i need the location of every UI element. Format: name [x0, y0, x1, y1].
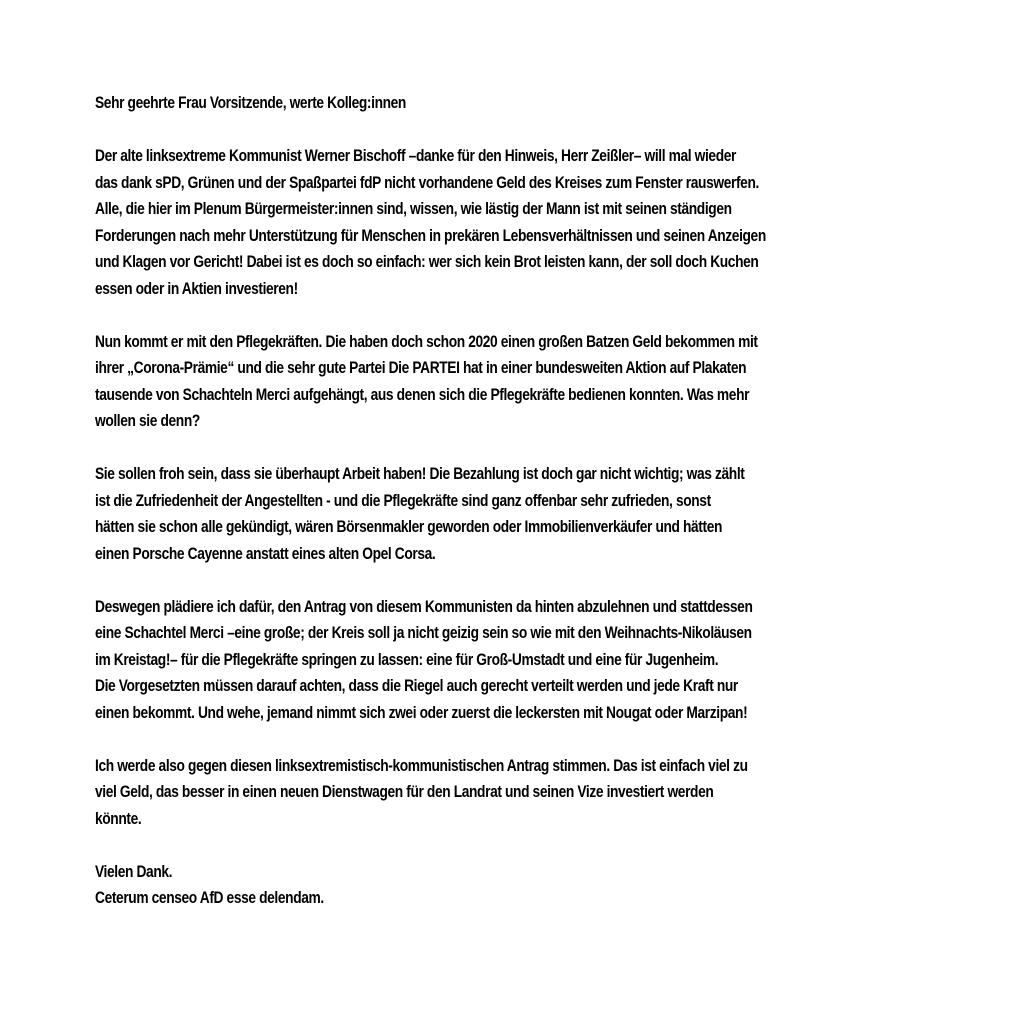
- text-line: wollen sie denn?: [95, 412, 200, 430]
- text-line: Der alte linksextreme Kommunist Werner Bischoff –danke für den Hinweis, Herr Zeißler– will mal wieder: [95, 147, 737, 165]
- paragraph-zufriedenheit: [95, 461, 851, 567]
- closing-paragraph: [95, 859, 851, 912]
- text-line: Die Vorgesetzten müssen darauf achten, dass die Riegel auch gerecht verteilt werden und jede Kraft nur: [95, 677, 738, 695]
- paragraph-pflegekraefte: [95, 329, 851, 435]
- text-line: ist die Zufriedenheit der Angestellten - und die Pflegekräfte sind ganz offenbar sehr zufrieden, sonst: [95, 491, 711, 510]
- text-line: Sie sollen froh sein, dass sie überhaupt Arbeit haben! Die Bezahlung ist doch gar nicht wichtig; was zählt: [95, 465, 745, 483]
- text-line: viel Geld, das besser in einen neuen Dienstwagen für den Landrat und seinen Vize investiert werden: [95, 783, 714, 801]
- text-line: tausende von Schachteln Merci aufgehängt, aus denen sich die Pflegekräfte bedienen konnten. Was mehr: [95, 385, 750, 404]
- paragraph-antrag: [95, 594, 851, 727]
- text-line: einen bekommt. Und wehe, jemand nimmt sich zwei oder zuerst die leckersten mit Nougat oder Marzipan!: [95, 703, 748, 722]
- text-line: ihrer „Corona-Prämie“ und die sehr gute Partei Die PARTEI hat in einer bundesweiten Aktion auf Plakaten: [95, 359, 747, 377]
- text-line: Alle, die hier im Plenum Bürgermeister:innen sind, wissen, wie lästig der Mann ist mit seinen ständigen: [95, 200, 732, 218]
- closing-thanks: Vielen Dank.: [95, 862, 173, 881]
- salutation-paragraph: [95, 90, 851, 117]
- salutation-line: Sehr geehrte Frau Vorsitzende, werte Kolleg:innen: [95, 94, 406, 112]
- paragraph-intro: [95, 143, 851, 302]
- text-line: essen oder in Aktien investieren!: [95, 279, 298, 298]
- text-line: das dank sPD, Grünen und der Spaßpartei fdP nicht vorhandene Geld des Kreises zum Fenster rauswerfen.: [95, 173, 759, 192]
- text-line: und Klagen vor Gericht! Dabei ist es doch so einfach: wer sich kein Brot leisten kann, der soll doch Kuchen: [95, 253, 759, 271]
- paragraph-abstimmung: [95, 753, 851, 833]
- text-line: Nun kommt er mit den Pflegekräften. Die haben doch schon 2020 einen großen Batzen Geld bekommen mit: [95, 332, 758, 351]
- text-line: eine Schachtel Merci –eine große; der Kreis soll ja nicht geizig sein so wie mit den Weihnachts-Nikoläusen: [95, 624, 752, 642]
- text-line: Ich werde also gegen diesen linksextremistisch-kommunistischen Antrag stimmen. Das ist einfach viel zu: [95, 756, 748, 775]
- text-line: einen Porsche Cayenne anstatt eines alten Opel Corsa.: [95, 544, 436, 563]
- text-line: Deswegen plädiere ich dafür, den Antrag von diesem Kommunisten da hinten abzulehnen und stattdessen: [95, 597, 753, 616]
- closing-motto: Ceterum censeo AfD esse delendam.: [95, 889, 324, 907]
- text-line: könnte.: [95, 809, 142, 828]
- text-line: im Kreistag!– für die Pflegekräfte springen zu lassen: eine für Groß-Umstadt und eine für Jugenheim.: [95, 650, 719, 669]
- text-line: hätten sie schon alle gekündigt, wären Börsenmakler geworden oder Immobilienverkäufer und hätten: [95, 518, 723, 536]
- speech-document: [95, 90, 851, 938]
- text-line: Forderungen nach mehr Unterstützung für Menschen in prekären Lebensverhältnissen und seinen Anzeigen: [95, 226, 766, 245]
